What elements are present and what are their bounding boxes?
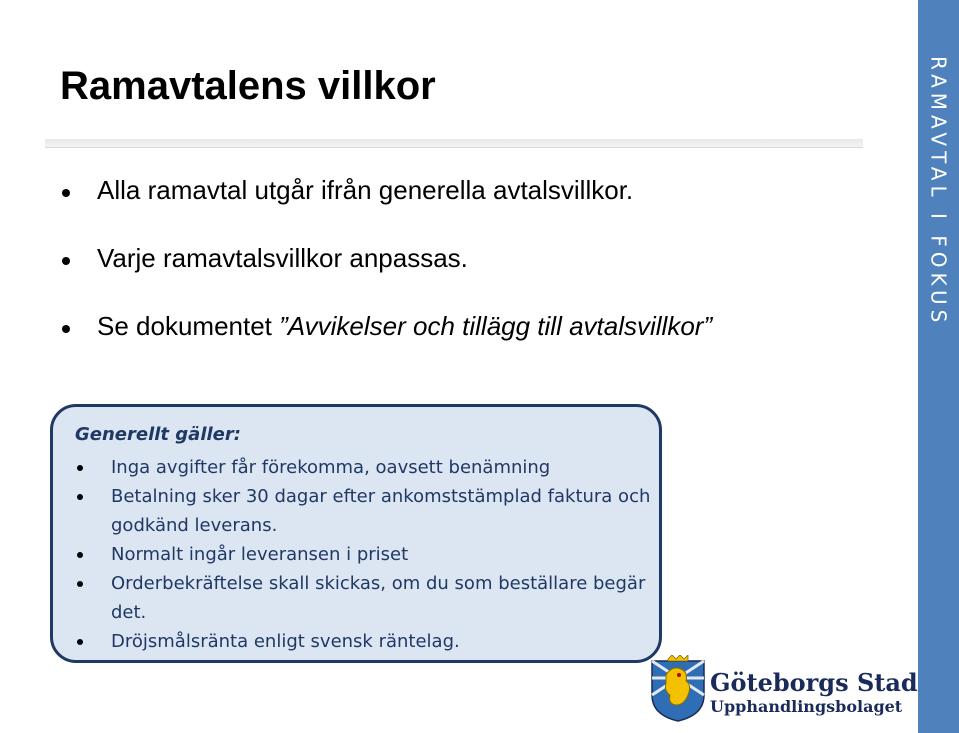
bullet-item [60,175,712,213]
terms-item-text: Normalt ingår leveransen i priset [111,544,409,565]
terms-item [75,569,655,627]
bullet-item [60,243,712,281]
bullet-dot-icon [62,325,70,333]
bullet-dot-icon [62,189,70,197]
sidebar-label: RAMAVTAL I FOKUS [926,56,951,328]
logo-subtitle: Upphandlingsbolaget [710,697,903,716]
bullet-dot-icon [77,639,83,645]
terms-item-text: Betalning sker 30 dagar efter ankomststämplad faktura och godkänd leverans. [111,486,651,536]
bullet-text: Alla ramavtal utgår ifrån generella avtalsvillkor. [97,175,634,205]
terms-item [75,453,655,482]
document-reference: ”Avvikelser och tillägg till avtalsvillkor” [279,311,713,341]
sidebar-label-container [918,0,959,733]
bullet-dot-icon [77,552,83,558]
terms-item-text: Orderbekräftelse skall skickas, om du som beställare begär det. [111,573,646,623]
bullet-dot-icon [77,465,83,471]
bullet-text-prefix: Se dokumentet [97,311,280,341]
slide-title: Ramavtalens villkor [60,64,436,108]
logo-name: Göteborgs Stad [710,668,918,697]
terms-item [75,540,655,569]
terms-item [75,482,655,540]
bullet-dot-icon [62,257,70,265]
main-bullet-list [60,175,712,379]
terms-list [75,453,655,656]
title-divider [45,139,863,148]
bullet-item [60,311,712,349]
bullet-dot-icon [77,581,83,587]
terms-item [75,627,655,656]
bullet-dot-icon [77,494,83,500]
terms-item-text: Dröjsmålsränta enligt svensk räntelag. [111,631,460,652]
box-heading: Generellt gäller: [75,424,241,445]
terms-item-text: Inga avgifter får förekomma, oavsett benämning [111,457,551,478]
bullet-text: Varje ramavtalsvillkor anpassas. [97,243,468,273]
terms-box [50,404,662,663]
